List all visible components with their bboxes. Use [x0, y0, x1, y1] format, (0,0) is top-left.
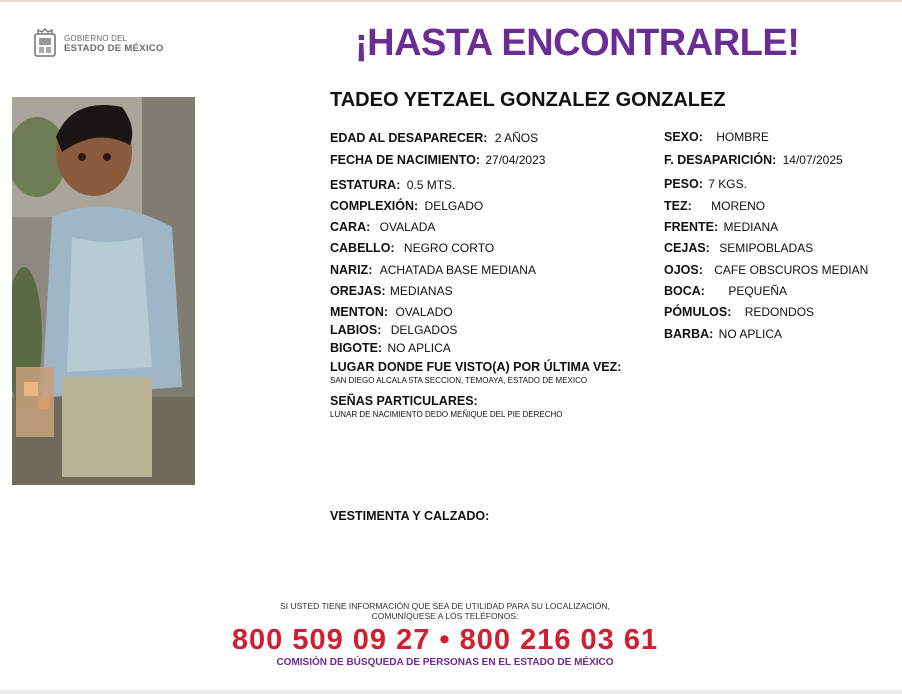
field-value: HOMBRE — [716, 130, 769, 144]
field-chin — [330, 305, 453, 319]
field-value: NO APLICA — [387, 341, 451, 355]
field-disappearance-date — [664, 153, 843, 167]
field-value: 2 AÑOS — [494, 131, 539, 145]
field-value: 27/04/2023 — [485, 153, 546, 167]
field-value: NEGRO CORTO — [403, 241, 495, 255]
clothing-label: VESTIMENTA Y CALZADO: — [330, 509, 490, 523]
marks-section — [330, 394, 562, 419]
field-value: CAFE OBSCUROS MEDIAN — [714, 263, 869, 277]
logo-line-2: ESTADO DE MÉXICO — [64, 43, 164, 54]
government-logo — [32, 28, 164, 60]
field-value: PEQUEÑA — [728, 284, 787, 298]
field-label: TEZ: — [664, 199, 692, 213]
field-label: PÓMULOS: — [664, 305, 732, 319]
state-seal-icon — [32, 28, 58, 60]
field-value: REDONDOS — [744, 305, 815, 319]
field-complexion — [664, 199, 765, 213]
field-value: DELGADO — [424, 199, 484, 213]
field-label: F. DESAPARICIÓN: — [664, 153, 777, 167]
field-mustache — [330, 341, 451, 355]
last-seen-value: SAN DIEGO ALCALA 5TA SECCION, TEMOAYA, ESTADO DE MEXICO — [330, 376, 588, 385]
field-value: MEDIANA — [723, 220, 779, 234]
person-name: TADEO YETZAEL GONZALEZ GONZALEZ — [330, 89, 726, 111]
field-hair — [330, 241, 494, 255]
logo-line-1: GOBIERNO DEL — [64, 34, 128, 43]
field-label: EDAD AL DESAPARECER: — [330, 131, 488, 145]
field-nose — [330, 263, 536, 277]
field-value: 7 KGS. — [708, 177, 747, 191]
field-label: SEXO: — [664, 130, 703, 144]
field-value: 0.5 MTS. — [406, 178, 456, 192]
field-build — [330, 199, 483, 213]
field-ears — [330, 284, 453, 298]
field-label: PESO: — [664, 177, 703, 191]
field-face — [330, 220, 435, 234]
commission-name: COMISIÓN DE BÚSQUEDA DE PERSONAS EN EL ESTADO DE MÉXICO — [276, 657, 614, 668]
field-value: MORENO — [711, 199, 766, 213]
field-label: BOCA: — [664, 284, 705, 298]
field-value: 14/07/2025 — [782, 153, 843, 167]
field-mouth — [664, 284, 787, 298]
field-value: OVALADA — [379, 220, 436, 234]
field-forehead — [664, 220, 778, 234]
field-beard — [664, 327, 782, 341]
field-value: ACHATADA BASE MEDIANA — [379, 263, 536, 277]
field-label: ESTATURA: — [330, 178, 401, 192]
bottom-border — [0, 690, 902, 694]
field-label: LABIOS: — [330, 323, 382, 337]
missing-person-photo — [12, 97, 195, 485]
field-label: OJOS: — [664, 263, 703, 277]
logo-text — [64, 34, 164, 54]
info-line-2: COMUNÍQUESE A LOS TELÉFONOS: — [371, 611, 519, 621]
field-value: MEDIANAS — [389, 284, 453, 298]
marks-value: LUNAR DE NACIMIENTO DEDO MEÑIQUE DEL PIE DERECHO — [330, 410, 563, 419]
field-cheekbones — [664, 305, 814, 319]
marks-label: SEÑAS PARTICULARES: — [330, 394, 478, 408]
phone-numbers: 800 509 09 27 • 800 216 03 61 — [231, 624, 659, 656]
field-label: COMPLEXIÓN: — [330, 199, 419, 213]
poster-headline: ¡HASTA ENCONTRARLE! — [355, 22, 800, 64]
field-birthdate — [330, 153, 545, 167]
top-border — [0, 0, 902, 2]
field-lips — [330, 323, 457, 337]
field-age — [330, 131, 538, 145]
field-eyebrows — [664, 241, 813, 255]
field-sex — [664, 130, 769, 144]
field-label: CABELLO: — [330, 241, 395, 255]
field-value: SEMIPOBLADAS — [719, 241, 814, 255]
field-value: NO APLICA — [718, 327, 783, 341]
field-label: BARBA: — [664, 327, 714, 341]
field-label: CARA: — [330, 220, 371, 234]
field-height — [330, 178, 455, 192]
field-label: FECHA DE NACIMIENTO: — [330, 153, 480, 167]
field-weight — [664, 177, 747, 191]
field-value: DELGADOS — [390, 323, 458, 337]
field-label: CEJAS: — [664, 241, 710, 255]
last-seen-section — [330, 360, 621, 385]
last-seen-label: LUGAR DONDE FUE VISTO(A) POR ÚLTIMA VEZ: — [330, 360, 622, 374]
info-line-1: SI USTED TIENE INFORMACIÓN QUE SEA DE UTILIDAD PARA SU LOCALIZACIÓN, — [280, 601, 610, 611]
field-value: OVALADO — [395, 305, 453, 319]
field-label: NARIZ: — [330, 263, 373, 277]
field-eyes — [664, 263, 868, 277]
field-label: MENTON: — [330, 305, 389, 319]
field-label: FRENTE: — [664, 220, 719, 234]
field-label: OREJAS: — [330, 284, 386, 298]
field-label: BIGOTE: — [330, 341, 383, 355]
